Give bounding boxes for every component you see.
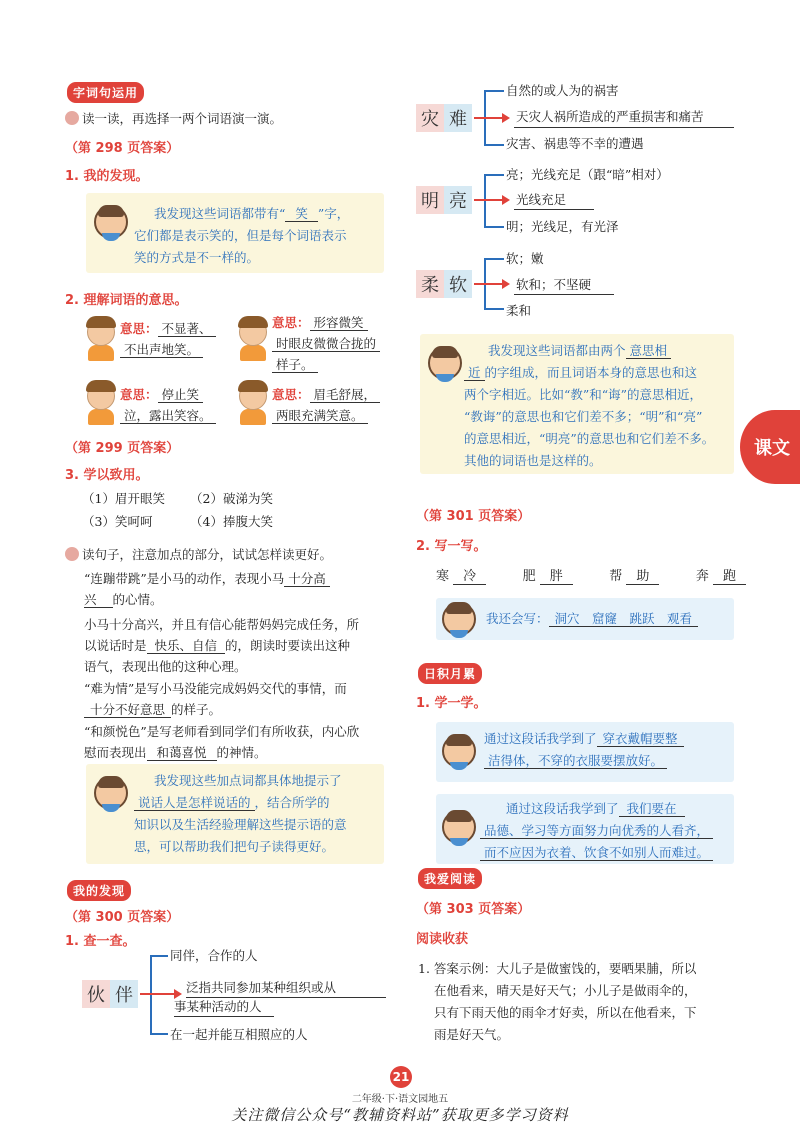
section-badge-word-sentence: 字词句运用 [67, 82, 144, 103]
question-write-heading: 2. 写一写。 [416, 539, 487, 554]
meaning-3: 意思： 停止笑 [120, 384, 203, 405]
question-1-heading: 1. 我的发现。 [65, 169, 149, 184]
option-1: （1）眉开眼笑 [82, 491, 165, 506]
footer-wechat-note: 关注微信公众号“教辅资料站”获取更多学习资料 [231, 1106, 569, 1124]
question-lookup-heading: 1. 查一查。 [65, 934, 136, 949]
question-2-heading: 2. 理解词语的意思。 [65, 293, 188, 308]
footer-grade: 二年级·下·语文园地五 [351, 1094, 449, 1105]
discovery-box-3: 我发现这些词语都由两个 意思相 近 的字组成，而且词语本身的意思也和这 两个字相近。比如“教”和“诲”的意思相近， “教诲”的意思也和它们差不多；“明”和“亮” 的意思相近，“明亮”的意思也和它们差不多。 其他的词语也是这样的。 [420, 334, 734, 474]
boy-avatar-icon [94, 776, 128, 810]
meaning-1: 意思： 不显著、 [120, 318, 216, 339]
question-3-heading: 3. 学以致用。 [65, 468, 149, 483]
answer-heading-303: （第 303 页答案） [416, 902, 531, 917]
learn-box-1: 通过这段话我学到了 穿衣戴帽要整 洁得体，不穿的衣服要摆放好。 [436, 722, 734, 782]
sentence-4: “和颜悦色”是写老师看到同学们有所收获，内心欣 [84, 724, 360, 739]
meaning-4: 意思： 眉毛舒展， [272, 384, 380, 405]
option-4: （4）捧腹大笑 [190, 514, 273, 529]
sentence-1: “连蹦带跳”是小马的动作，表现小马 十分高 [84, 568, 330, 589]
discovery-box-1: 我发现这些词语都带有“ 笑 ”字， 它们都是表示笑的，但是每个词语表示 笑的方式是不一样的。 [86, 193, 384, 273]
section-tab-text: 课文 [740, 410, 800, 484]
write-more-box: 我还会写： 洞穴 窟窿 跳跃 观看 [436, 598, 734, 640]
boy-icon [84, 318, 118, 362]
reading-gains-heading: 阅读收获 [416, 932, 469, 947]
read-icon [65, 111, 79, 125]
boy-icon [236, 382, 270, 426]
option-3: （3）笑呵呵 [82, 514, 153, 529]
boy-avatar-icon [442, 602, 476, 636]
learn-box-2: 通过这段话我学到了 我们要在 品德、学习等方面努力向优秀的人看齐， 而不应因为衣着、饮食不如别人而难过。 [436, 794, 734, 864]
instruction-read: 读一读，再选择一两个词语演一演。 [65, 108, 282, 129]
answer-heading-301: （第 301 页答案） [416, 509, 531, 524]
word-rouruan: 柔 软 [416, 270, 472, 298]
sentence-3: “难为情”是写小马没能完成妈妈交代的事情，而 [84, 681, 347, 696]
boy-avatar-icon [94, 205, 128, 239]
arrow-icon [502, 279, 510, 289]
answer-heading-298: （第 298 页答案） [65, 141, 180, 156]
word-zainan: 灾 难 [416, 104, 472, 132]
boy-avatar-icon [442, 734, 476, 768]
page-number: 21 [390, 1066, 412, 1088]
discovery-box-2: 我发现这些加点词都具体地提示了 说话人是怎样说话的 ，结合所学的 知识以及生活经验理解这些提示语的意 思，可以帮助我们把句子读得更好。 [86, 764, 384, 864]
answer-heading-300: （第 300 页答案） [65, 910, 180, 925]
boy-avatar-icon [442, 810, 476, 844]
word-mingliang: 明 亮 [416, 186, 472, 214]
word-huoban: 伙 伴 [82, 980, 138, 1008]
section-badge-reading: 我爱阅读 [418, 868, 482, 889]
read-icon [65, 547, 79, 561]
arrow-icon [502, 195, 510, 205]
answer-heading-299: （第 299 页答案） [65, 441, 180, 456]
sentence-2: 小马十分高兴，并且有信心能帮妈妈完成任务，所 [84, 617, 360, 632]
section-badge-discovery: 我的发现 [67, 880, 131, 901]
question-learn-heading: 1. 学一学。 [416, 696, 487, 711]
option-2: （2）破涕为笑 [190, 491, 273, 506]
boy-icon [84, 382, 118, 426]
meaning-2: 意思： 形容微笑 [272, 312, 368, 333]
section-badge-accumulate: 日积月累 [418, 663, 482, 684]
write-words-row: 寒 冷 肥 胖 帮 助 奔 跑 [436, 565, 746, 584]
boy-avatar-icon [428, 346, 462, 380]
instruction-read-sentences: 读句子，注意加点的部分，试试怎样读更好。 [65, 544, 332, 565]
reading-answer: 1. 答案示例：大儿子是做蜜饯的，要晒果脯，所以 [418, 961, 697, 976]
boy-icon [236, 318, 270, 362]
blank-laugh: 笑 [285, 206, 318, 222]
arrow-icon [502, 113, 510, 123]
